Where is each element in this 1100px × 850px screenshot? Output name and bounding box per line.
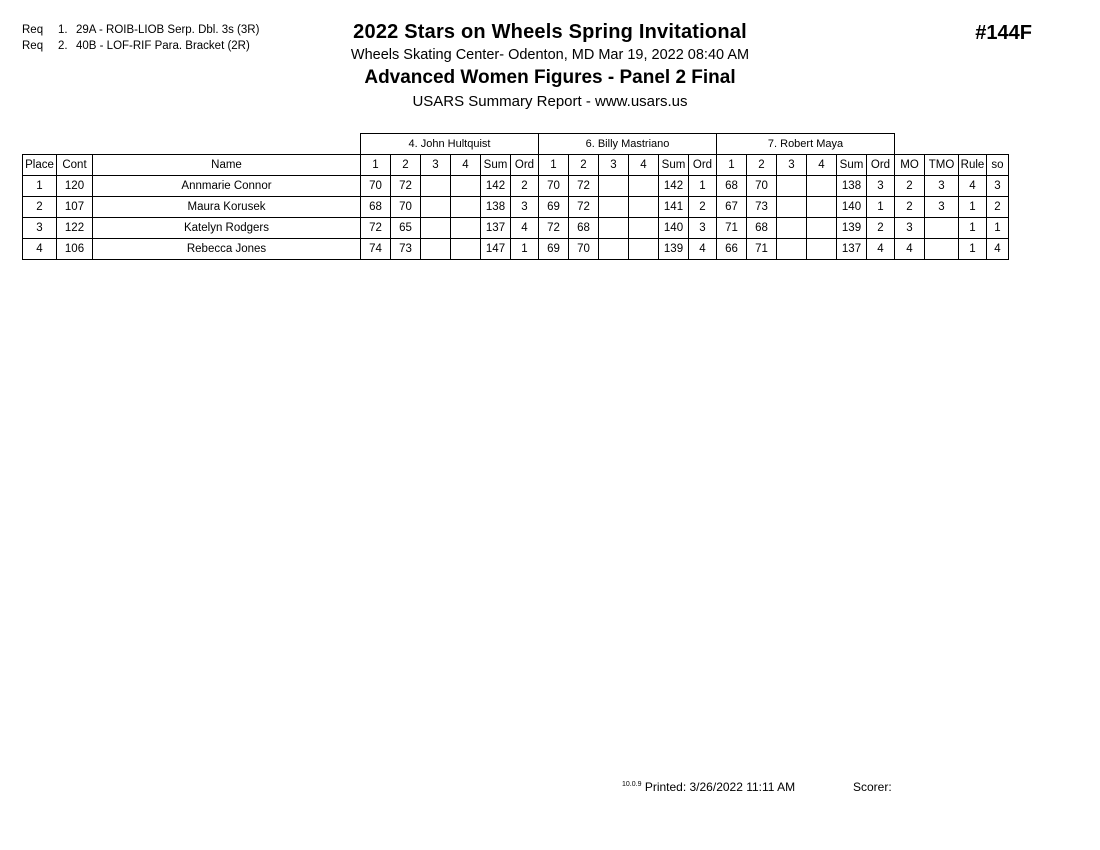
cell-j2-s2: 72 [569,176,599,197]
cell-j2-s2: 70 [569,239,599,260]
cell-j2-s1: 72 [539,218,569,239]
cell-j3-ord: 1 [867,197,895,218]
header-j1-score-1: 1 [361,155,391,176]
header-j3-score-2: 2 [747,155,777,176]
judge-name-2: 6. Billy Mastriano [539,134,717,155]
cell-tmo [925,218,959,239]
header-name: Name [93,155,361,176]
cell-name: Rebecca Jones [93,239,361,260]
table-row [23,197,1009,218]
cell-cont: 107 [57,197,93,218]
cell-j3-sum: 137 [837,239,867,260]
cell-j2-ord: 1 [689,176,717,197]
page-title: 2022 Stars on Wheels Spring Invitational [353,21,747,43]
cell-name: Annmarie Connor [93,176,361,197]
cell-place: 4 [23,239,57,260]
cell-j1-ord: 3 [511,197,539,218]
requirement-text: 29A - ROIB-LIOB Serp. Dbl. 3s (3R) [76,24,260,36]
header-j3-sum: Sum [837,155,867,176]
cell-j3-s3 [777,197,807,218]
cell-j1-s2: 73 [391,239,421,260]
cell-j3-s4 [807,197,837,218]
cell-j2-s3 [599,239,629,260]
cell-j2-s4 [629,218,659,239]
cell-j1-s2: 65 [391,218,421,239]
cell-so: 4 [987,239,1009,260]
cell-j1-s4 [451,176,481,197]
cell-place: 1 [23,176,57,197]
cell-j1-s3 [421,239,451,260]
header-j2-score-4: 4 [629,155,659,176]
cell-name: Maura Korusek [93,197,361,218]
cell-j3-s4 [807,239,837,260]
cell-j3-sum: 140 [837,197,867,218]
cell-j3-s3 [777,239,807,260]
cell-j2-ord: 2 [689,197,717,218]
cell-mo: 4 [895,239,925,260]
cell-j3-sum: 138 [837,176,867,197]
cell-j3-sum: 139 [837,218,867,239]
cell-j1-s3 [421,197,451,218]
header-j3-score-4: 4 [807,155,837,176]
table-row [23,239,1009,260]
cell-j1-s4 [451,218,481,239]
cell-rule: 1 [959,239,987,260]
cell-j3-ord: 3 [867,176,895,197]
report-subtitle: USARS Summary Report - www.usars.us [412,93,688,110]
header-j3-score-1: 1 [717,155,747,176]
cell-j1-ord: 1 [511,239,539,260]
cell-j3-ord: 2 [867,218,895,239]
cell-j2-ord: 3 [689,218,717,239]
judge-band-spacer-right [895,134,1009,155]
header-j2-ord: Ord [689,155,717,176]
cell-j2-ord: 4 [689,239,717,260]
cell-j2-s1: 69 [539,239,569,260]
cell-j1-s1: 74 [361,239,391,260]
cell-mo: 2 [895,176,925,197]
cell-j3-s1: 68 [717,176,747,197]
event-number: #144F [975,22,1032,44]
cell-j2-s1: 69 [539,197,569,218]
cell-j2-s4 [629,197,659,218]
printed-label: Printed: 3/26/2022 11:11 AM [644,780,796,794]
cell-j2-sum: 140 [659,218,689,239]
cell-j3-s2: 70 [747,176,777,197]
cell-place: 3 [23,218,57,239]
version-label: 10.0.9 [622,781,642,788]
cell-j1-sum: 142 [481,176,511,197]
header-so: so [987,155,1009,176]
cell-j3-s2: 73 [747,197,777,218]
cell-j3-s1: 71 [717,218,747,239]
cell-j2-sum: 139 [659,239,689,260]
cell-tmo: 3 [925,197,959,218]
cell-j2-s3 [599,218,629,239]
cell-j1-s4 [451,197,481,218]
judge-name-3: 7. Robert Maya [717,134,895,155]
requirement-label: Req [22,24,44,36]
cell-j1-ord: 2 [511,176,539,197]
header-j2-score-3: 3 [599,155,629,176]
title-block [0,20,1100,112]
cell-j2-s2: 68 [569,218,599,239]
cell-j1-s1: 72 [361,218,391,239]
header-j1-score-4: 4 [451,155,481,176]
cell-so: 2 [987,197,1009,218]
cell-j2-s3 [599,197,629,218]
cell-so: 3 [987,176,1009,197]
cell-j1-s2: 72 [391,176,421,197]
header-j2-sum: Sum [659,155,689,176]
header-j1-score-2: 2 [391,155,421,176]
cell-j2-s2: 72 [569,197,599,218]
cell-cont: 106 [57,239,93,260]
requirement-text: 40B - LOF-RIF Para. Bracket (2R) [76,40,250,52]
cell-j1-s2: 70 [391,197,421,218]
event-title: Advanced Women Figures - Panel 2 Final [364,67,736,88]
header-j1-ord: Ord [511,155,539,176]
cell-j3-s1: 67 [717,197,747,218]
results-table [22,133,1009,260]
judge-header-row [23,134,1009,155]
cell-j3-s4 [807,176,837,197]
requirement-label: Req [22,40,44,52]
cell-j3-s2: 71 [747,239,777,260]
cell-j2-sum: 142 [659,176,689,197]
cell-j2-s4 [629,239,659,260]
header-j2-score-1: 1 [539,155,569,176]
header-j1-sum: Sum [481,155,511,176]
cell-j3-s2: 68 [747,218,777,239]
requirement-number: 2. [58,40,68,52]
header-mo: MO [895,155,925,176]
cell-place: 2 [23,197,57,218]
cell-j1-s3 [421,176,451,197]
header-place: Place [23,155,57,176]
cell-tmo [925,239,959,260]
header-j1-score-3: 3 [421,155,451,176]
cell-j1-s1: 70 [361,176,391,197]
cell-cont: 120 [57,176,93,197]
scorer-label: Scorer: [853,780,892,794]
cell-tmo: 3 [925,176,959,197]
judge-name-1: 4. John Hultquist [361,134,539,155]
cell-j1-sum: 138 [481,197,511,218]
cell-j3-ord: 4 [867,239,895,260]
header-tmo: TMO [925,155,959,176]
table-row [23,176,1009,197]
printed-block [622,780,795,794]
cell-j1-ord: 4 [511,218,539,239]
table-row [23,218,1009,239]
cell-j3-s1: 66 [717,239,747,260]
cell-j2-sum: 141 [659,197,689,218]
cell-j1-s1: 68 [361,197,391,218]
cell-mo: 2 [895,197,925,218]
header-j3-ord: Ord [867,155,895,176]
requirement-number: 1. [58,24,68,36]
judge-band-spacer [23,134,361,155]
cell-j1-sum: 147 [481,239,511,260]
page-header [0,0,1100,118]
cell-j1-s4 [451,239,481,260]
cell-j2-s3 [599,176,629,197]
cell-j2-s1: 70 [539,176,569,197]
cell-j2-s4 [629,176,659,197]
cell-cont: 122 [57,218,93,239]
cell-j1-sum: 137 [481,218,511,239]
header-j2-score-2: 2 [569,155,599,176]
cell-rule: 4 [959,176,987,197]
cell-j1-s3 [421,218,451,239]
cell-so: 1 [987,218,1009,239]
results-sheet [22,133,1009,260]
header-cont: Cont [57,155,93,176]
header-rule: Rule [959,155,987,176]
cell-j3-s3 [777,176,807,197]
venue-line: Wheels Skating Center- Odenton, MD Mar 19, 2022 08:40 AM [350,47,750,63]
cell-rule: 1 [959,218,987,239]
cell-j3-s3 [777,218,807,239]
cell-mo: 3 [895,218,925,239]
cell-rule: 1 [959,197,987,218]
cell-name: Katelyn Rodgers [93,218,361,239]
column-header-row [23,155,1009,176]
cell-j3-s4 [807,218,837,239]
header-j3-score-3: 3 [777,155,807,176]
